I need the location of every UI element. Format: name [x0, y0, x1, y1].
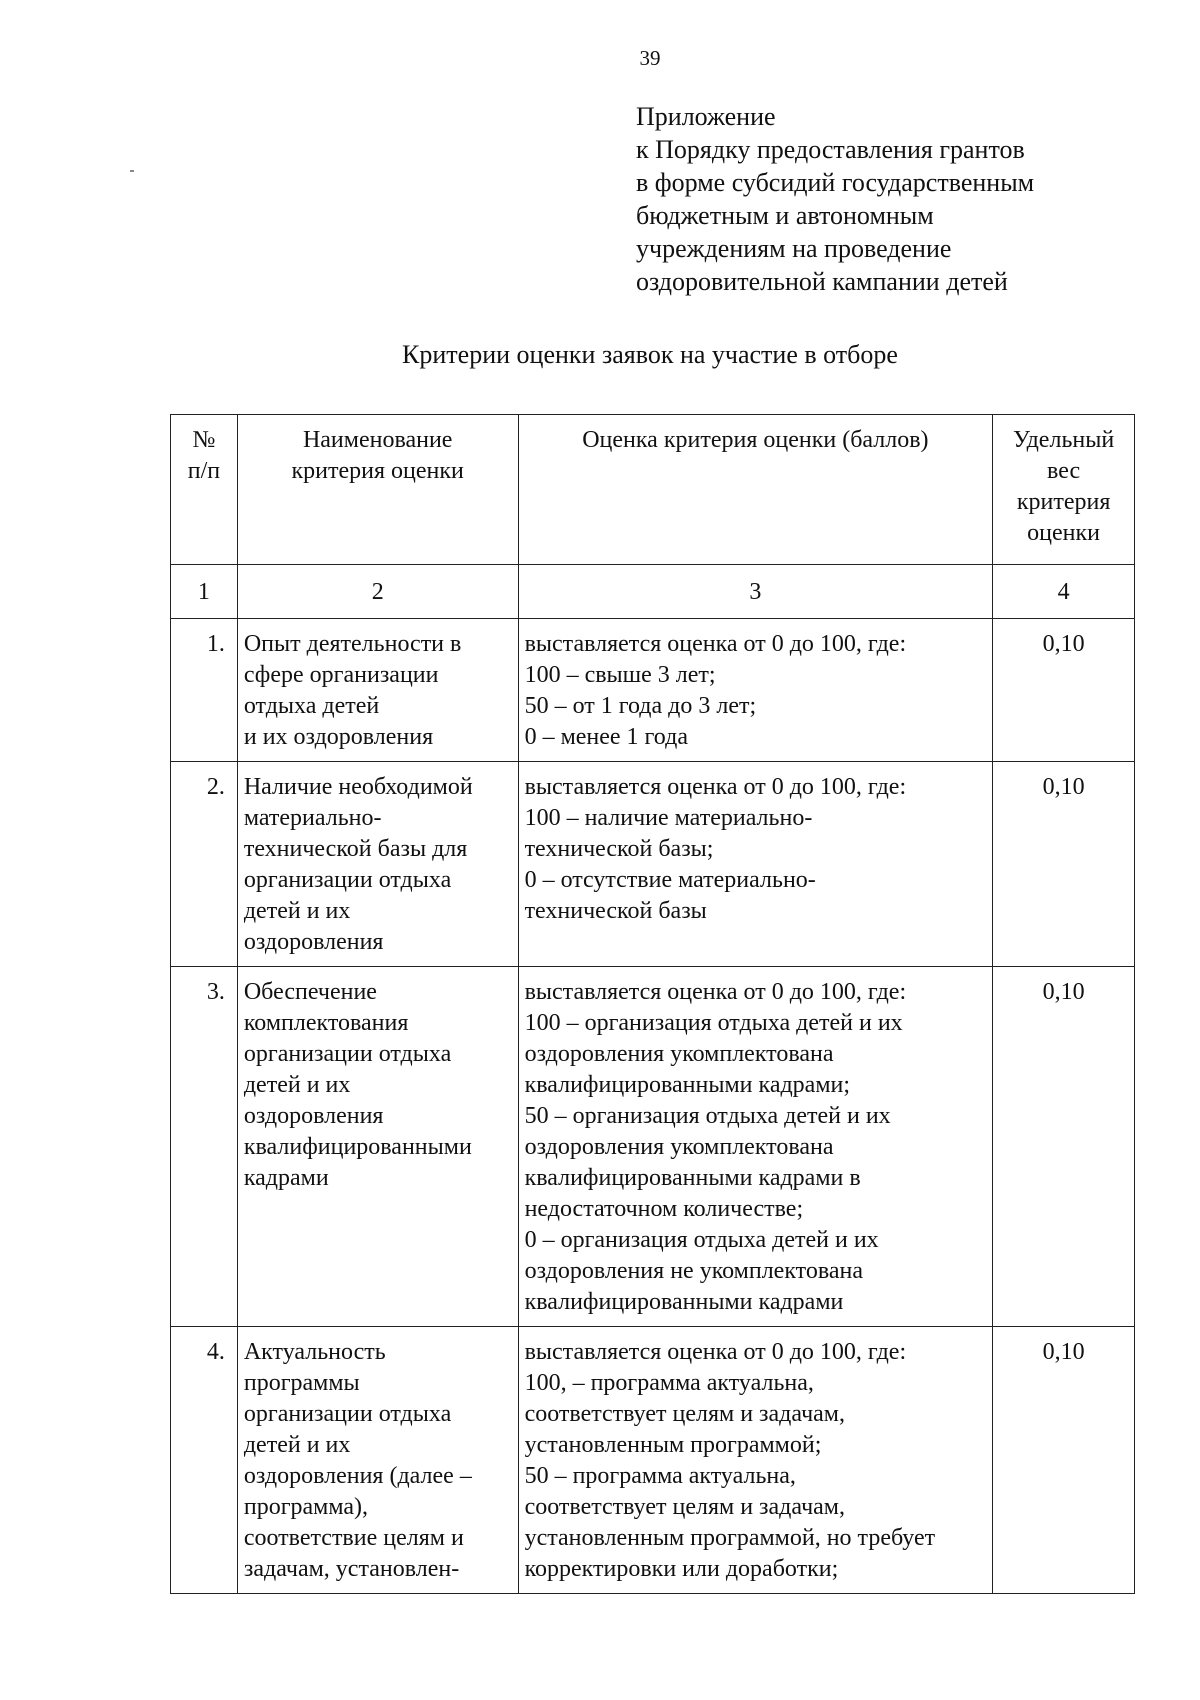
criterion-name-line: программы	[243, 1370, 360, 1396]
criterion-score-line: квалифицированными кадрами	[524, 1289, 844, 1315]
criterion-name-line: соответствие целям и	[243, 1525, 464, 1551]
annex-line: оздоровительной кампании детей	[636, 267, 1008, 296]
criterion-name-line: технической базы для	[243, 836, 468, 862]
criterion-name-line: организации отдыха	[243, 1401, 452, 1427]
criteria-table	[170, 414, 1135, 1594]
annex-block	[636, 100, 1034, 298]
column-index: 2	[237, 565, 518, 619]
table-header-row	[171, 415, 1135, 565]
column-index: 1	[171, 565, 238, 619]
criterion-name-line: сфере организации	[243, 662, 439, 688]
annex-line: в форме субсидий государственным	[636, 168, 1035, 197]
table-row	[171, 967, 1135, 1327]
criterion-score-line: 50 – программа актуальна,	[524, 1463, 796, 1489]
annex-line: к Порядку предоставления грантов	[636, 135, 1025, 164]
criterion-name-line: квалифицированными	[243, 1134, 472, 1160]
criterion-score-line: соответствует целям и задачам,	[524, 1494, 845, 1520]
criterion-name-line: и их оздоровления	[243, 724, 434, 750]
criterion-score-line: 100, – программа актуальна,	[524, 1370, 814, 1396]
criterion-name-line: организации отдыха	[243, 867, 452, 893]
row-number: 1.	[171, 619, 238, 762]
criterion-name-line: оздоровления	[243, 1103, 384, 1129]
criterion-score-line: 100 – свыше 3 лет;	[524, 662, 716, 688]
criterion-score-line: 0 – отсутствие материально-	[524, 867, 816, 893]
criterion-score-line: 50 – организация отдыха детей и их	[524, 1103, 891, 1129]
criterion-name-line: программа),	[243, 1494, 369, 1520]
criterion-score-line: 0 – организация отдыха детей и их	[524, 1227, 879, 1253]
header-text: Удельный	[1012, 427, 1115, 453]
criterion-score-line: установленным программой;	[524, 1432, 822, 1458]
table-row	[171, 619, 1135, 762]
header-text: Наименование	[302, 427, 453, 453]
criterion-score-line: 0 – менее 1 года	[524, 724, 688, 750]
row-number: 3.	[171, 967, 238, 1327]
table-row	[171, 1327, 1135, 1594]
criterion-name-line: Актуальность	[243, 1339, 386, 1365]
criterion-score-line: выставляется оценка от 0 до 100, где:	[524, 631, 907, 657]
criterion-name-line: отдыха детей	[243, 693, 380, 719]
row-number: 4.	[171, 1327, 238, 1594]
page-number: 39	[639, 46, 661, 70]
criterion-name	[237, 1327, 518, 1594]
document-title: Критерии оценки заявок на участие в отборе	[402, 340, 898, 369]
criterion-score-line: оздоровления укомплектована	[524, 1041, 834, 1067]
criterion-name-line: материально-	[243, 805, 382, 831]
criterion-score-line: установленным программой, но требует	[524, 1525, 936, 1551]
annex-line: Приложение	[636, 102, 776, 131]
criterion-score-line: оздоровления не укомплектована	[524, 1258, 864, 1284]
criterion-name-line: комплектования	[243, 1010, 409, 1036]
criterion-score	[518, 1327, 993, 1594]
criterion-score-line: выставляется оценка от 0 до 100, где:	[524, 1339, 907, 1365]
header-text: вес	[1047, 458, 1081, 484]
criterion-name-line: задачам, установлен-	[243, 1556, 460, 1582]
criterion-score-line: 50 – от 1 года до 3 лет;	[524, 693, 757, 719]
header-text: Оценка критерия оценки (баллов)	[582, 427, 929, 453]
criterion-name	[237, 762, 518, 967]
header-text: критерия	[1016, 489, 1111, 515]
table-row	[171, 762, 1135, 967]
criterion-weight: 0,10	[993, 619, 1135, 762]
criterion-score-line: корректировки или доработки;	[524, 1556, 839, 1582]
header-criterion-name	[237, 415, 518, 565]
criterion-score-line: выставляется оценка от 0 до 100, где:	[524, 774, 907, 800]
criterion-score-line: квалифицированными кадрами в	[524, 1165, 861, 1191]
criterion-weight: 0,10	[993, 967, 1135, 1327]
criterion-score-line: технической базы;	[524, 836, 714, 862]
header-text: п/п	[187, 458, 221, 484]
criterion-name-line: организации отдыха	[243, 1041, 452, 1067]
criterion-name-line: Обеспечение	[243, 979, 377, 1005]
criterion-name-line: детей и их	[243, 1072, 351, 1098]
criterion-name	[237, 967, 518, 1327]
column-index-row	[171, 565, 1135, 619]
criterion-weight: 0,10	[993, 1327, 1135, 1594]
criterion-name-line: Наличие необходимой	[243, 774, 473, 800]
header-text: оценки	[1027, 520, 1101, 546]
criterion-name-line: оздоровления	[243, 929, 384, 955]
header-criterion-score	[518, 415, 993, 565]
criterion-score-line: недостаточном количестве;	[524, 1196, 804, 1222]
criterion-score-line: соответствует целям и задачам,	[524, 1401, 845, 1427]
header-text: №	[192, 427, 216, 453]
header-weight	[993, 415, 1135, 565]
criterion-score-line: 100 – наличие материально-	[524, 805, 813, 831]
column-index: 4	[993, 565, 1135, 619]
criterion-score-line: технической базы	[524, 898, 707, 924]
annex-line: учреждениям на проведение	[636, 234, 952, 263]
criterion-name	[237, 619, 518, 762]
column-index: 3	[518, 565, 993, 619]
criterion-name-line: кадрами	[243, 1165, 329, 1191]
criterion-score-line: квалифицированными кадрами;	[524, 1072, 851, 1098]
criterion-score-line: выставляется оценка от 0 до 100, где:	[524, 979, 907, 1005]
header-text: критерия оценки	[291, 458, 464, 484]
criterion-score	[518, 619, 993, 762]
annex-line: бюджетным и автономным	[636, 201, 934, 230]
criterion-weight: 0,10	[993, 762, 1135, 967]
criterion-score-line: 100 – организация отдыха детей и их	[524, 1010, 903, 1036]
scan-speck	[130, 170, 134, 172]
criterion-name-line: детей и их	[243, 1432, 351, 1458]
criterion-name-line: Опыт деятельности в	[243, 631, 462, 657]
criterion-score	[518, 762, 993, 967]
criterion-score-line: оздоровления укомплектована	[524, 1134, 834, 1160]
criterion-score	[518, 967, 993, 1327]
row-number: 2.	[171, 762, 238, 967]
header-number	[171, 415, 238, 565]
criterion-name-line: оздоровления (далее –	[243, 1463, 472, 1489]
criterion-name-line: детей и их	[243, 898, 351, 924]
